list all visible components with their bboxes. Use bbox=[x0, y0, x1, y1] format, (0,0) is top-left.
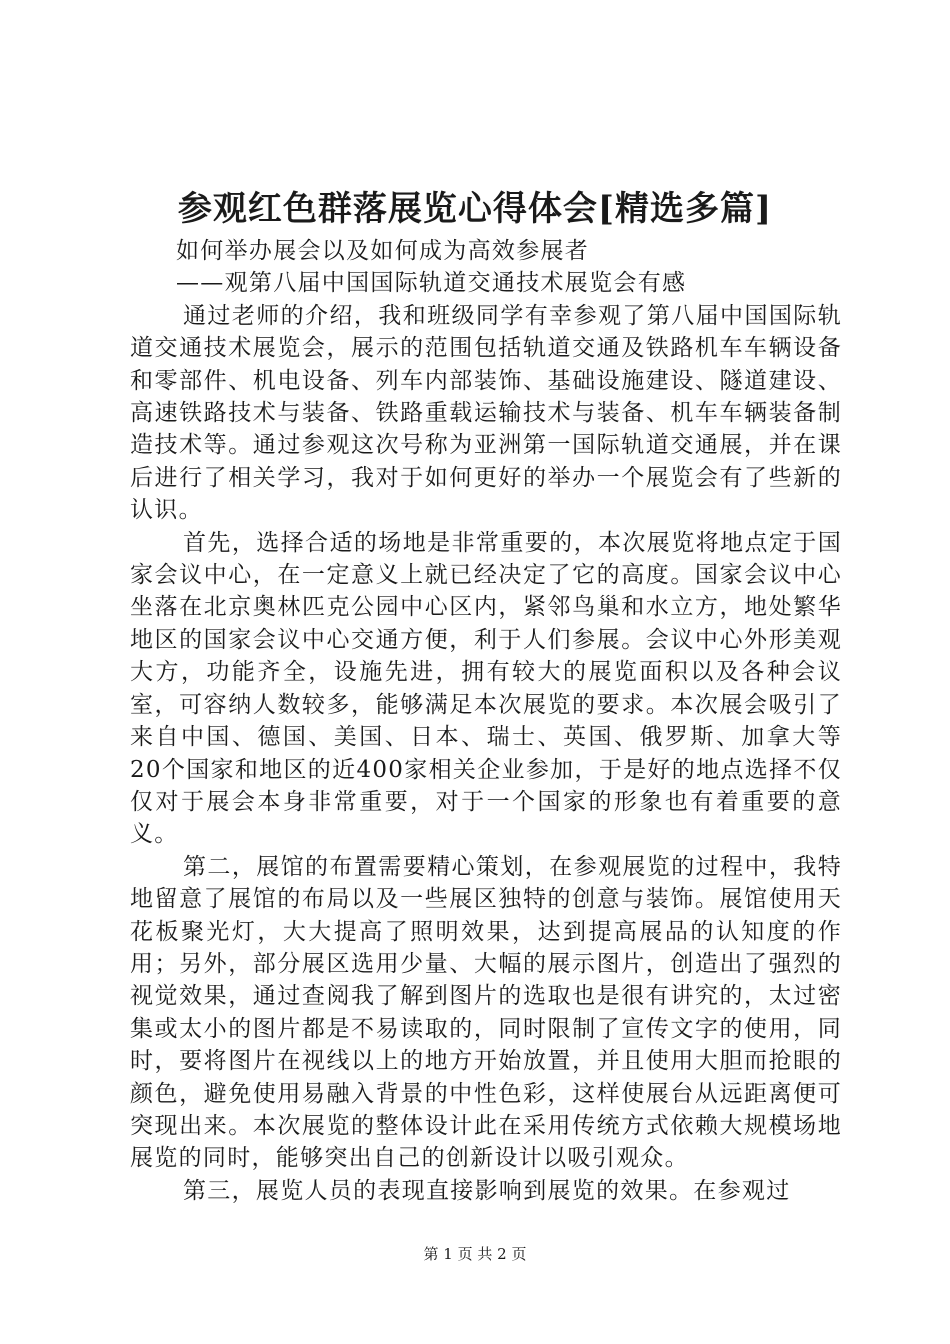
paragraph-4: 第三，展览人员的表现直接影响到展览的效果。在参观过 bbox=[183, 1177, 791, 1204]
document-title: 参观红色群落展览心得体会[精选多篇] bbox=[177, 189, 773, 229]
document-body bbox=[130, 235, 842, 1207]
paragraph-1: 通过老师的介绍，我和班级同学有幸参观了第八届中国国际轨道交通技术展览会，展示的范围包括轨道交通及铁路机车车辆设备和零部件、机电设备、列车内部装饰、基础设施建设、隧道建设、高速铁路技术与装备、铁路重载运输技术与装备、机车车辆装备制造技术等。通过参观这次号称为亚洲第一国际轨道交通展，并在课后进行了相关学习，我对于如何更好的举办一个展览会有了些新的认识。 bbox=[130, 302, 842, 524]
subtitle-line-1: 如何举办展会以及如何成为高效参展者 bbox=[176, 238, 590, 264]
paragraph-3: 第二，展馆的布置需要精心策划，在参观展览的过程中，我特地留意了展馆的布局以及一些展区独特的创意与装饰。展馆使用天花板聚光灯，大大提高了照明效果，达到提高展品的认知度的作用；另外，部分展区选用少量、大幅的展示图片，创造出了强烈的视觉效果，通过查阅我了解到图片的选取也是很有讲究的，太过密集或太小的图片都是不易读取的，同时限制了宣传文字的使用，同时，要将图片在视线以上的地方开始放置，并且使用大胆而抢眼的颜色，避免使用易融入背景的中性色彩，这样使展台从远距离便可突现出来。本次展览的整体设计此在采用传统方式依赖大规模场地展览的同时，能够突出自己的创新设计以吸引观众。 bbox=[130, 853, 842, 1172]
paragraph-2: 首先，选择合适的场地是非常重要的，本次展览将地点定于国家会议中心，在一定意义上就已经决定了它的高度。国家会议中心坐落在北京奥林匹克公园中心区内，紧邻鸟巢和水立方，地处繁华地区的国家会议中心交通方便，利于人们参展。会议中心外形美观大方，功能齐全，设施先进，拥有较大的展览面积以及各种会议室，可容纳人数较多，能够满足本次展览的要求。本次展会吸引了来自中国、德国、美国、日本、瑞士、英国、俄罗斯、加拿大等20个国家和地区的近400家相关企业参加，于是好的地点选择不仅仅对于展会本身非常重要，对于一个国家的形象也有着重要的意义。 bbox=[130, 529, 842, 848]
page-number-footer: 第 1 页 共 2 页 bbox=[423, 1245, 527, 1263]
subtitle-line-2: ——观第八届中国国际轨道交通技术展览会有感 bbox=[176, 270, 687, 297]
